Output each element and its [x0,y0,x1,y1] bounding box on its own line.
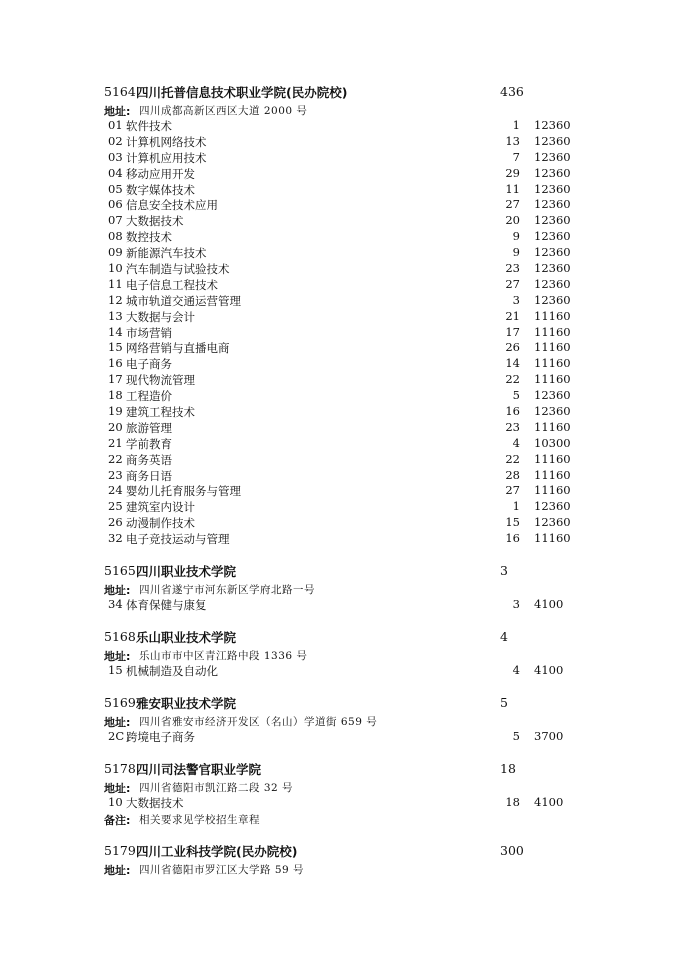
major-count: 17 [505,324,520,339]
major-code: 14 [108,324,123,339]
major-code: 18 [108,388,123,403]
major-fee: 11160 [534,372,571,387]
major-name: 商务英语 [126,452,172,467]
major-fee: 12360 [534,118,571,132]
major-fee: 12360 [534,229,571,244]
major-count: 9 [512,245,520,260]
major-name: 数控技术 [126,230,172,245]
major-name: 体育保健与康复 [126,598,207,613]
major-name: 市场营销 [126,325,172,340]
major-code: 26 [108,515,123,530]
major-count: 16 [505,404,520,419]
major-code: 17 [108,372,123,387]
major-fee: 12360 [534,292,571,307]
school-address [0,581,680,597]
major-row [0,436,680,452]
school-section [0,82,680,547]
school-total: 18 [500,760,516,776]
major-name: 移动应用开发 [126,166,195,181]
school-section [0,759,680,827]
major-row [0,340,680,356]
school-code: 5165 [104,563,136,579]
address-label: 地址: [104,105,131,118]
major-count: 29 [505,165,520,180]
major-count: 27 [505,276,520,291]
major-code: 03 [108,149,123,164]
school-total: 4 [500,628,508,644]
major-name: 旅游管理 [126,420,172,435]
school-address [0,647,680,663]
major-fee: 12360 [534,165,571,180]
major-count: 26 [505,340,520,355]
major-row [0,356,680,372]
major-name: 电子商务 [126,357,172,372]
major-fee: 3700 [534,728,564,743]
major-row [0,795,680,811]
school-code: 5169 [104,694,136,710]
major-row [0,213,680,229]
major-code: 22 [108,451,123,466]
major-code: 10 [108,794,123,809]
school-code: 5178 [104,760,136,776]
major-name: 计算机应用技术 [126,150,207,165]
major-name: 电子信息工程技术 [126,277,218,292]
major-code: 2C [108,728,125,743]
major-code: 10 [108,261,123,276]
major-row [0,420,680,436]
school-address [0,713,680,729]
school-header [0,759,680,779]
major-name: 大数据技术 [126,214,184,229]
school-header [0,561,680,581]
address-text: 四川成都高新区西区大道 2000 号 [139,105,308,117]
major-fee: 11160 [534,340,571,355]
major-row [0,663,680,679]
address-label: 地址: [104,649,131,663]
address-text: 四川省德阳市罗江区大学路 59 号 [139,863,305,876]
major-row [0,515,680,531]
school-total: 5 [500,694,508,710]
major-row [0,150,680,166]
major-count: 23 [505,261,520,276]
major-count: 1 [512,499,520,514]
school-total: 436 [500,84,524,99]
major-name: 建筑工程技术 [126,405,195,420]
major-fee: 12360 [534,181,571,196]
major-fee: 4100 [534,662,564,677]
major-fee: 12360 [534,245,571,260]
major-code: 01 [108,118,123,132]
school-header [0,693,680,713]
major-row [0,229,680,245]
school-code: 5179 [104,842,136,858]
major-code: 32 [108,531,123,546]
major-name: 大数据技术 [126,795,184,810]
major-name: 学前教育 [126,436,172,451]
major-row [0,309,680,325]
major-count: 13 [505,133,520,148]
major-code: 05 [108,181,123,196]
major-fee: 12360 [534,388,571,403]
school-address [0,861,680,877]
major-count: 28 [505,467,520,482]
school-total: 300 [500,842,524,858]
major-name: 动漫制作技术 [126,516,195,531]
major-count: 15 [505,515,520,530]
major-fee: 12360 [534,261,571,276]
address-text: 四川省遂宁市河东新区学府北路一号 [139,584,315,597]
major-code: 34 [108,597,123,612]
major-count: 20 [505,213,520,228]
school-code: 5168 [104,628,136,644]
major-name: 跨境电子商务 [126,729,195,744]
major-row [0,531,680,547]
major-name: 电子竞技运动与管理 [126,532,230,547]
major-code: 23 [108,467,123,482]
address-text: 四川省雅安市经济开发区（名山）学道街 659 号 [139,715,378,728]
school-header [0,627,680,647]
major-fee: 12360 [534,197,571,212]
address-label: 地址: [104,781,131,795]
school-name: 雅安职业技术学院 [136,695,237,711]
school-name: 四川工业科技学院(民办院校) [136,843,298,859]
major-fee: 12360 [534,499,571,514]
major-fee: 12360 [534,213,571,228]
major-code: 12 [108,292,123,307]
major-code: 20 [108,419,123,434]
major-fee: 11160 [534,419,571,434]
major-fee: 12360 [534,515,571,530]
major-count: 16 [505,531,520,546]
major-name: 汽车制造与试验技术 [126,262,230,277]
major-row [0,404,680,420]
major-row [0,166,680,182]
major-row [0,499,680,515]
major-count: 5 [512,388,520,403]
major-row [0,729,680,745]
major-count: 11 [505,181,520,196]
major-code: 04 [108,165,123,180]
major-fee: 4100 [534,597,564,612]
major-name: 建筑室内设计 [126,500,195,515]
major-name: 现代物流管理 [126,373,195,388]
major-row [0,245,680,261]
school-header [0,82,680,102]
major-code: 08 [108,229,123,244]
school-name: 四川司法警官职业学院 [136,761,262,777]
major-count: 5 [512,728,520,743]
major-code: 02 [108,133,123,148]
major-code: 16 [108,356,123,371]
note-label: 备注: [104,813,131,827]
major-row [0,388,680,404]
major-fee: 12360 [534,404,571,419]
major-row [0,325,680,341]
major-fee: 12360 [534,133,571,148]
major-fee: 11160 [534,356,571,371]
major-code: 06 [108,197,123,212]
major-fee: 4100 [534,794,564,809]
major-name: 机械制造及自动化 [126,663,218,678]
major-row [0,293,680,309]
major-name: 计算机网络技术 [126,134,207,149]
major-row [0,118,680,134]
major-count: 27 [505,483,520,498]
major-code: 19 [108,404,123,419]
major-row [0,197,680,213]
major-name: 网络营销与直播电商 [126,341,230,356]
major-row [0,277,680,293]
major-fee: 11160 [534,483,571,498]
school-total: 3 [500,563,508,579]
major-count: 3 [512,292,520,307]
major-count: 21 [505,308,520,323]
school-code: 5164 [104,84,136,99]
school-name: 乐山职业技术学院 [136,629,237,645]
major-count: 27 [505,197,520,212]
school-name: 四川托普信息技术职业学院(民办院校) [136,85,348,100]
major-row [0,468,680,484]
major-code: 09 [108,245,123,260]
major-count: 22 [505,372,520,387]
major-code: 07 [108,213,123,228]
major-row [0,134,680,150]
major-code: 21 [108,435,123,450]
major-row [0,182,680,198]
major-name: 城市轨道交通运营管理 [126,293,241,308]
school-header [0,841,680,861]
major-name: 婴幼儿托育服务与管理 [126,484,241,499]
address-text: 四川省德阳市凯江路二段 32 号 [139,781,294,794]
major-name: 新能源汽车技术 [126,246,207,261]
address-text: 乐山市市中区青江路中段 1336 号 [139,649,308,662]
school-address [0,779,680,795]
school-section [0,561,680,613]
school-note [0,811,680,827]
major-row [0,372,680,388]
major-count: 7 [512,149,520,164]
major-code: 24 [108,483,123,498]
major-fee: 11160 [534,467,571,482]
major-code: 13 [108,308,123,323]
major-name: 信息安全技术应用 [126,198,218,213]
major-row [0,452,680,468]
major-row [0,261,680,277]
address-label: 地址: [104,863,131,877]
major-count: 14 [505,356,520,371]
major-name: 软件技术 [126,119,172,133]
major-name: 大数据与会计 [126,309,195,324]
major-fee: 11160 [534,451,571,466]
major-name: 数字媒体技术 [126,182,195,197]
major-row [0,597,680,613]
major-count: 4 [512,435,520,450]
school-address [0,102,680,118]
major-count: 1 [512,118,520,132]
major-count: 18 [505,794,520,809]
school-name: 四川职业技术学院 [136,564,237,580]
major-name: 商务日语 [126,468,172,483]
note-text: 相关要求见学校招生章程 [139,813,260,826]
major-fee: 10300 [534,435,571,450]
major-code: 15 [108,662,123,677]
major-fee: 11160 [534,308,571,323]
school-section [0,841,680,877]
major-row [0,483,680,499]
major-name: 工程造价 [126,389,172,404]
major-fee: 11160 [534,324,571,339]
major-count: 4 [512,662,520,677]
major-count: 23 [505,419,520,434]
major-count: 9 [512,229,520,244]
major-fee: 12360 [534,149,571,164]
address-label: 地址: [104,584,131,598]
major-count: 3 [512,597,520,612]
major-count: 22 [505,451,520,466]
major-fee: 11160 [534,531,571,546]
school-section [0,693,680,745]
major-code: 15 [108,340,123,355]
major-code: 11 [108,276,123,291]
school-section [0,627,680,679]
major-fee: 12360 [534,276,571,291]
major-code: 25 [108,499,123,514]
address-label: 地址: [104,715,131,729]
